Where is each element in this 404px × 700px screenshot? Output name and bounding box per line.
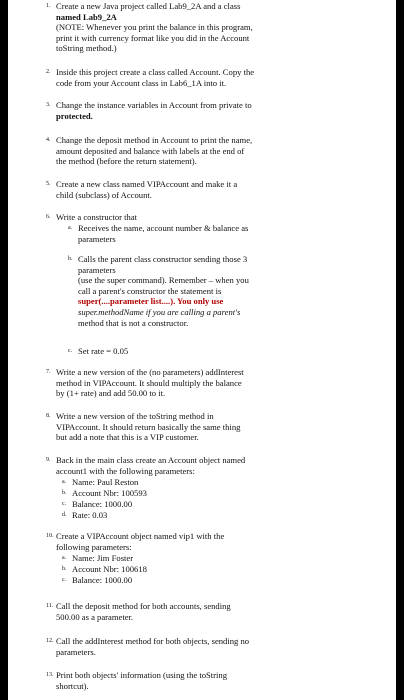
step-text: Inside this project create a class called Account. Copy the code from your Account class in Lab6_1A into it.: [56, 67, 255, 88]
step-text: Create a VIPAccount object named vip1 with the following parameters:: [56, 531, 225, 552]
step-number: 5.: [46, 181, 51, 187]
step-text: Write a constructor that: [56, 212, 138, 222]
step-number: 13.: [46, 672, 54, 678]
step-number: 3.: [46, 102, 51, 108]
step-text: Call the deposit method for both accounts, sending 500.00 as a parameter.: [56, 601, 231, 622]
step-number: 6.: [46, 214, 51, 220]
step-text: Write a new version of the toString method in VIPAccount. It should return basically the same thing but add a note that this is a VIP customer.: [56, 411, 241, 443]
step-text: Create a new class named VIPAccount and make it a child (subclass) of Account.: [56, 179, 238, 200]
step-number: 7.: [46, 369, 51, 375]
step-number: 11.: [46, 603, 54, 609]
step-text: Call the addInterest method for both objects, sending no parameters.: [56, 636, 250, 657]
step-number: 12.: [46, 638, 54, 644]
step-text: Back in the main class create an Account object named account1 with the following parameters:: [56, 455, 246, 476]
step-number: 1.: [46, 3, 51, 9]
document-page: 1. Create a new Java project called Lab9_2A and a class named Lab9_2A (NOTE: Whenever you print the balance in this program, print it with currency format like you did in the Account toString method.) 2. Inside this project create a class called Account. Copy the code from your Account class in Lab6_1A into it. 3. Change the instance variables in Account from private to protected. 4. Change the deposit method in Account to print the name, amount deposited and balance with labels at the end of the method (before the return statement). 5. Create a new class named VIPAccount and make it a child (subclass) of Account. 6. Write a constructor that a. Receives the name, account number & balance as parameters b. Calls the parent class constructor sending those 3 parameters (use the super command). Remember – when you call a parent's constructor the statement is super(....parameter list....). You only use super.methodName if you are calling a parent's method that is not a constructor. c. Set rate = 0.05 7. Write a new version of the (no parameters) addInterest method in VIPAccount. It should multiply the balance by (1+ rate) and add 50.00 to it. 8. Write a new version of the toString method in VIPAccount. It should return basically the same thing but add a note that this is a VIP customer. 9. Back in the main class create an Account object named account1 with the following parameters: a. Name: Paul Reston b. Account Nbr: 100593 c. Balance: 1000.00 d. Rate: 0.03 10. Create a VIPAccount object named vip1 with the following parameters: a. Name: Jim Foster b. Account Nbr: 100618 c. Balance: 1000.00 11. Call the deposit method for both accounts, sending 500.00 as a parameter. 12. Call the addInterest method for both objects, sending no parameters. 13. Print both objects' information (using the toString shortcut).: [8, 0, 396, 700]
step-number: 10.: [46, 533, 54, 539]
step-text: Create a new Java project called Lab9_2A and a class named Lab9_2A (NOTE: Whenever you print the balance in this program, print it with currency format like you did in the Account toString method.): [56, 1, 253, 54]
step-text: Change the deposit method in Account to print the name, amount deposited and balance with labels at the end of the method (before the return statement).: [56, 135, 253, 167]
step-text: Change the instance variables in Account from private to protected.: [56, 100, 252, 121]
step-number: 8.: [46, 413, 51, 419]
step-text: Print both objects' information (using the toString shortcut).: [56, 670, 228, 691]
step-number: 2.: [46, 69, 51, 75]
step-number: 4.: [46, 137, 51, 143]
step-text: Write a new version of the (no parameters) addInterest method in VIPAccount. It should multiply the balance by (1+ rate) and add 50.00 to it.: [56, 367, 244, 399]
step-number: 9.: [46, 457, 51, 463]
